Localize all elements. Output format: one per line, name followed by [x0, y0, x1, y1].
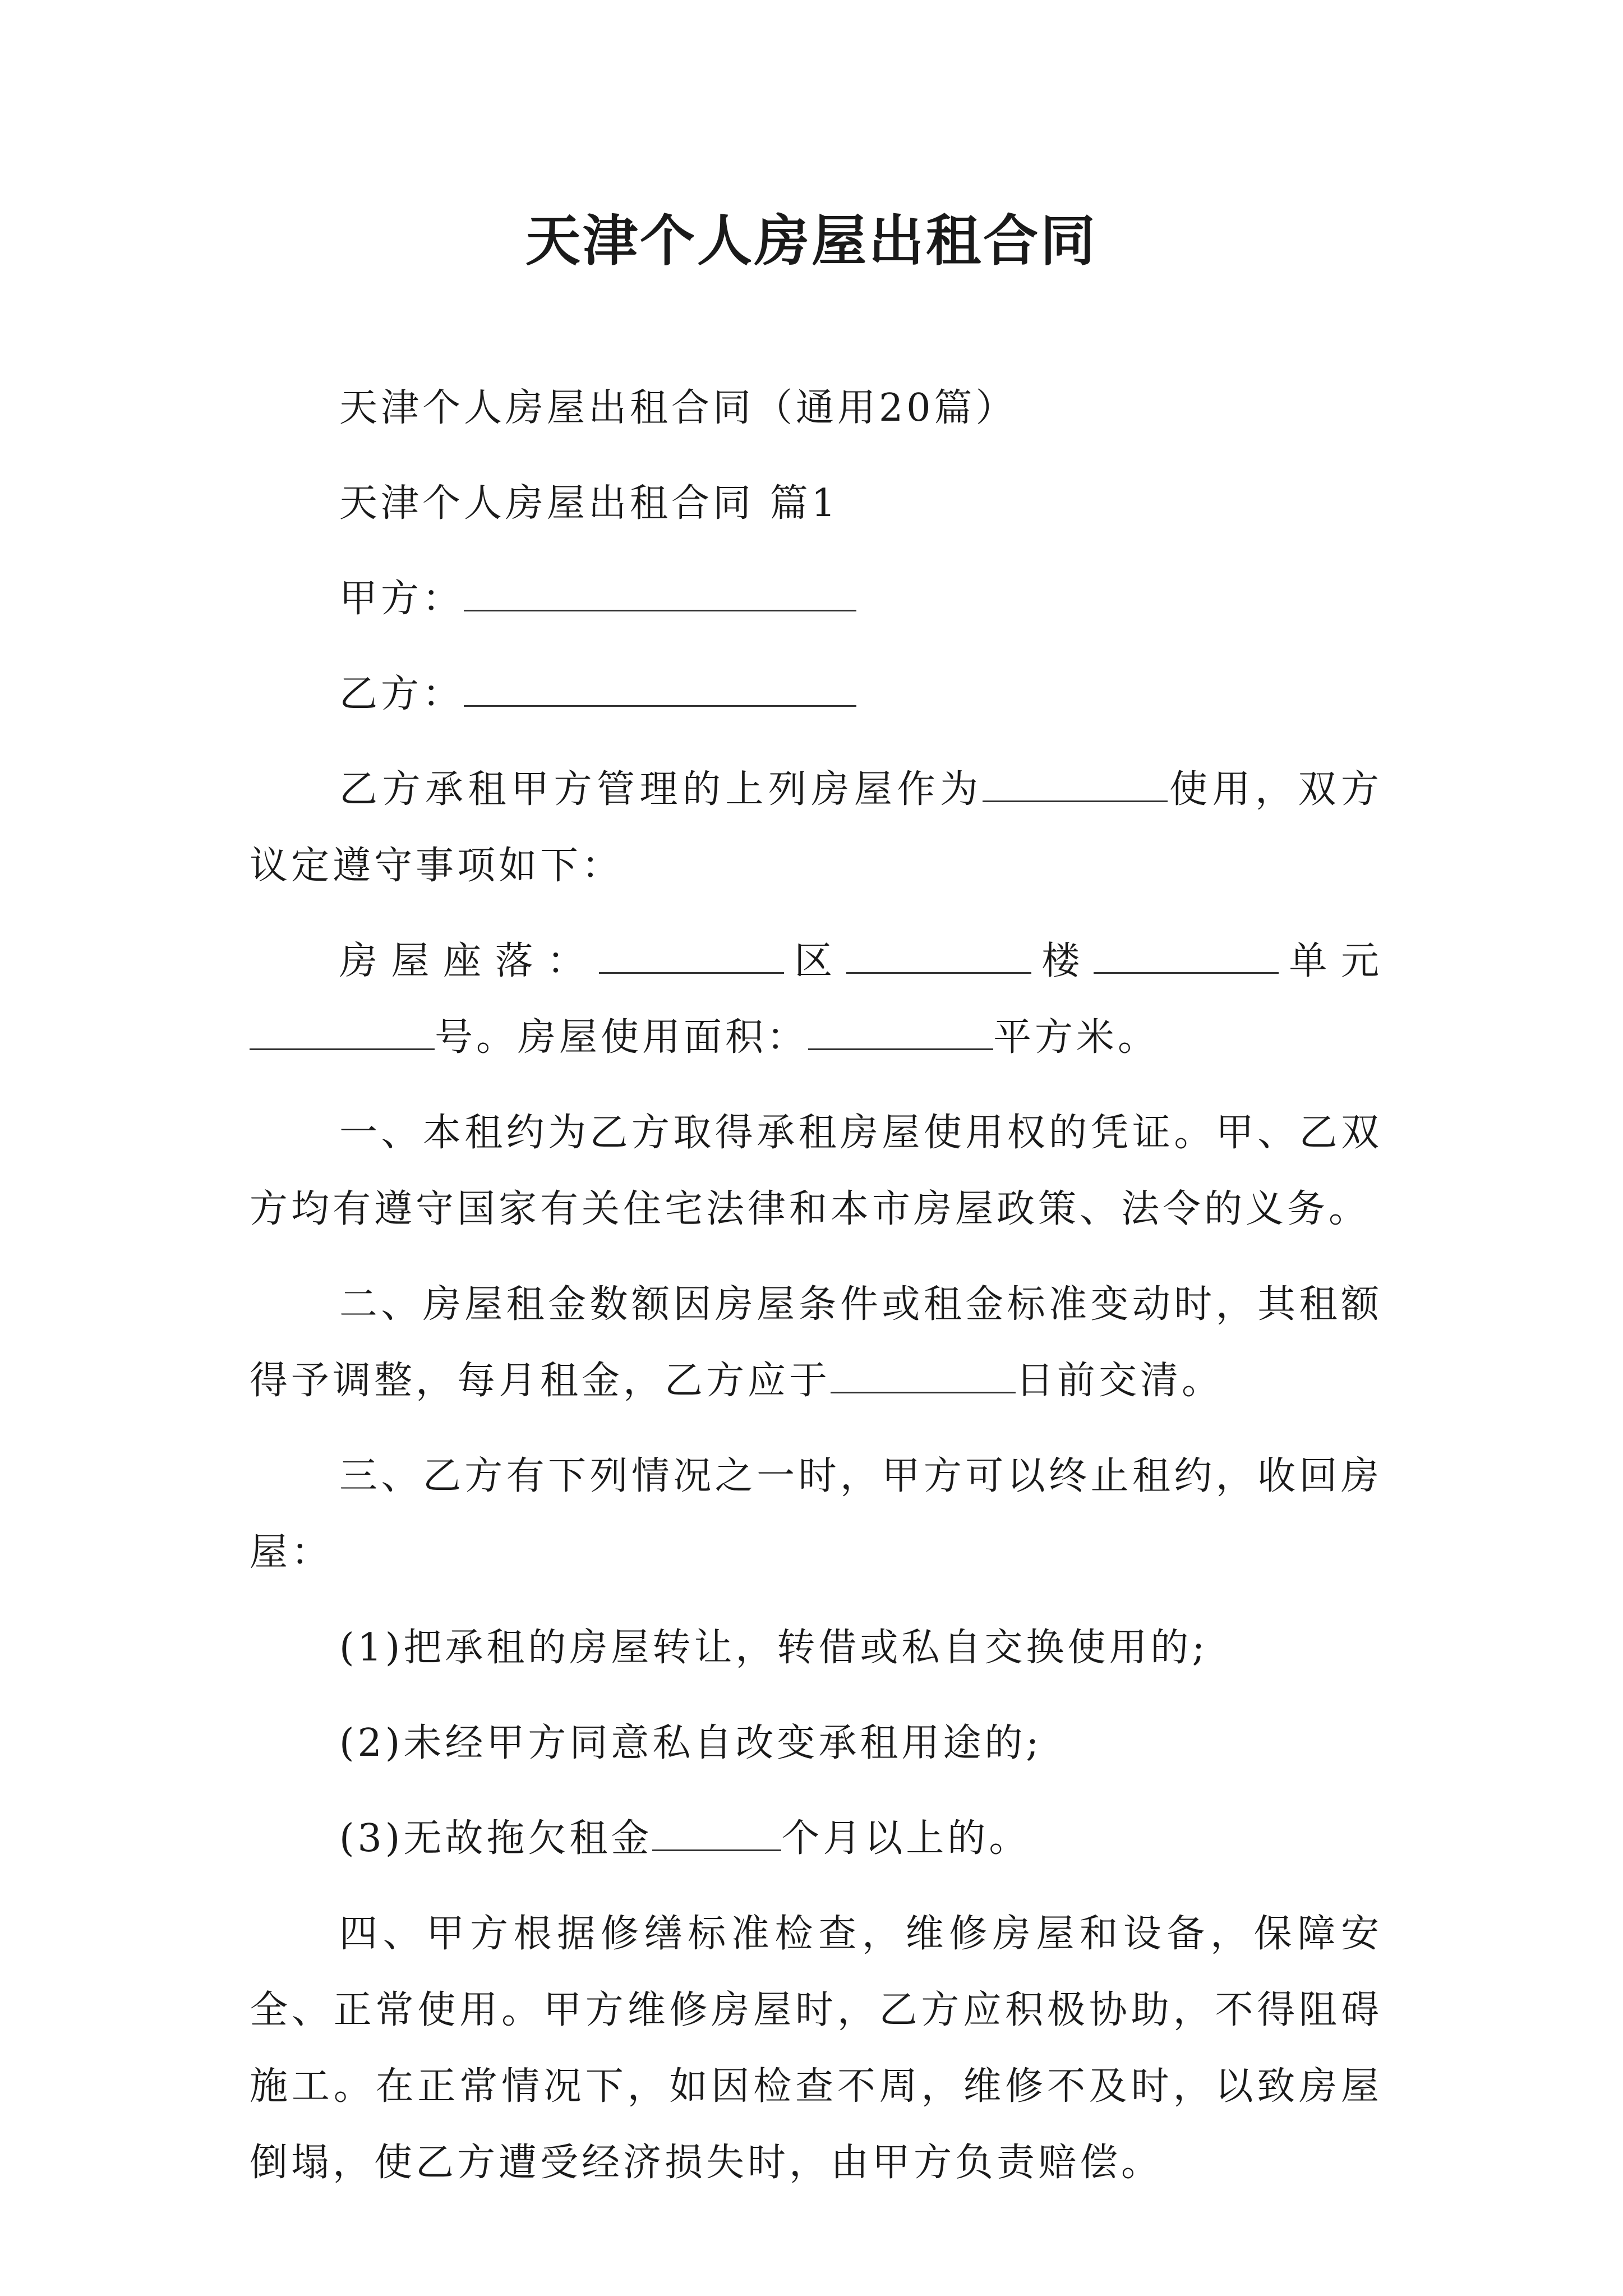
- clause-2: [250, 1267, 1382, 1419]
- party-a-blank: [464, 574, 856, 611]
- payment-day-blank: [831, 1356, 1016, 1393]
- clause-2-before: 二、房屋租金数额因房屋条件或租金标准变动时，其租额得予调整，每月租金，乙方应于: [250, 1282, 1382, 1403]
- district-label: 区: [783, 939, 846, 983]
- intro-paragraph: [250, 752, 1382, 904]
- clause-3-item-3-after: 个月以上的。: [781, 1816, 1031, 1861]
- area-blank: [808, 1013, 993, 1050]
- party-a-line: [250, 561, 1382, 637]
- chapter-heading: 天津个人房屋出租合同 篇1: [339, 481, 839, 526]
- party-b-blank: [464, 669, 856, 707]
- clause-3-item-1: (1)把承租的房屋转让，转借或私自交换使用的;: [339, 1626, 1209, 1670]
- location-label: 房屋座落：: [339, 939, 599, 983]
- party-b-line: [250, 656, 1382, 733]
- clause-4: 四、甲方根据修缮标准检查，维修房屋和设备，保障安全、正常使用。甲方维修房屋时，乙方应积极协助，不得阻碍施工。在正常情况下，如因检查不周，维修不及时，以致房屋倒塌，使乙方遭受经济损失时，由甲方负责赔偿。: [250, 1912, 1382, 2185]
- clause-3-item-2: (2)未经甲方同意私自改变承租用途的;: [339, 1721, 1043, 1765]
- clause-1: 一、本租约为乙方取得承租房屋使用权的凭证。甲、乙双方均有遵守国家有关住宅法律和本市房屋政策、法令的义务。: [250, 1111, 1382, 1231]
- unit-label: 单元: [1278, 939, 1382, 983]
- document-subtitle: 天津个人房屋出租合同（通用20篇）: [339, 386, 1017, 430]
- unit-blank: [1094, 936, 1279, 974]
- area-unit-label: 平方米。: [993, 1015, 1160, 1060]
- document-body: [250, 370, 1382, 2220]
- clause-2-after: 日前交清。: [1016, 1359, 1224, 1403]
- number-label: 号。房屋使用面积：: [435, 1015, 809, 1060]
- usage-blank: [983, 765, 1168, 802]
- arrears-months-blank: [652, 1814, 781, 1851]
- number-blank: [250, 1013, 435, 1050]
- clause-3-item-3: [250, 1801, 1382, 1877]
- intro-text-before: 乙方承租甲方管理的上列房屋作为: [339, 767, 983, 812]
- party-b-label: 乙方：: [339, 672, 464, 716]
- building-blank: [846, 936, 1031, 974]
- district-blank: [599, 936, 784, 974]
- document-title: 天津个人房屋出租合同: [525, 209, 1098, 273]
- intro-text-after: 使用，双方议定遵守事项如下：: [250, 767, 1382, 888]
- clause-3-item-3-before: (3)无故拖欠租金: [339, 1816, 653, 1861]
- location-paragraph: [250, 923, 1382, 1076]
- party-a-label: 甲方：: [339, 577, 464, 621]
- building-label: 楼: [1031, 939, 1094, 983]
- clause-3: 三、乙方有下列情况之一时，甲方可以终止租约，收回房屋：: [250, 1454, 1382, 1575]
